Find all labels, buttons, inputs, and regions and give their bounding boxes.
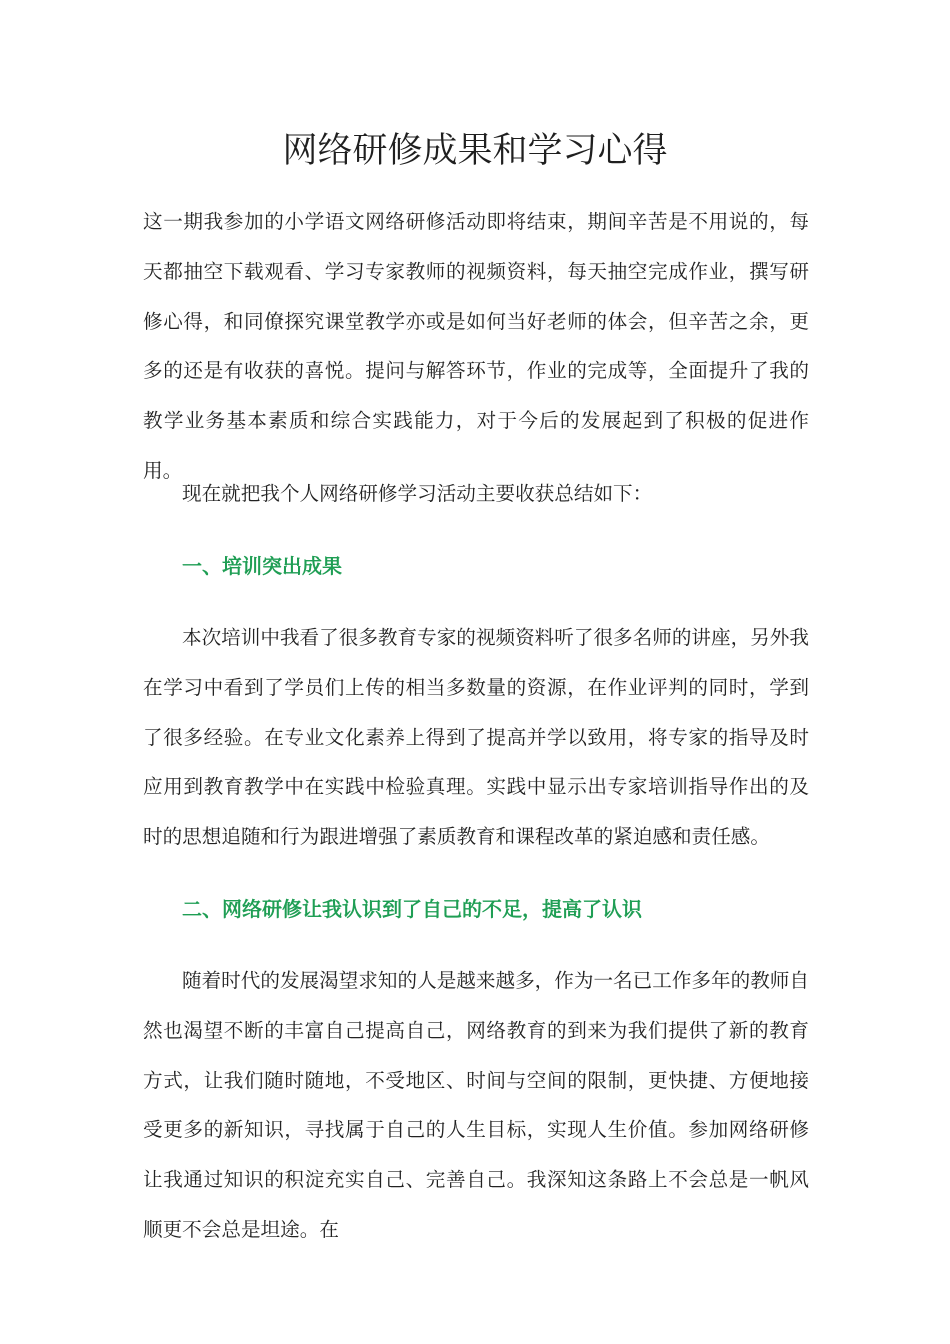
summary-intro-paragraph: 现在就把我个人网络研修学习活动主要收获总结如下：: [182, 482, 653, 505]
page-title: 网络研修成果和学习心得: [282, 131, 668, 171]
intro-paragraph: 这一期我参加的小学语文网络研修活动即将结束，期间辛苦是不用说的，每天都抽空下载观看、学习专家教师的视频资料，每天抽空完成作业，撰写研修心得，和同僚探究课堂教学亦或是如何当好老师的体会，但辛苦之余，更多的还是有收获的喜悦。提问与解答环节，作业的完成等，全面提升了我的教学业务基本素质和综合实践能力，对于今后的发展起到了积极的促进作用。: [143, 210, 809, 482]
section-body-1: 本次培训中我看了很多教育专家的视频资料听了很多名师的讲座，另外我在学习中看到了学员们上传的相当多数量的资源，在作业评判的同时，学到了很多经验。在专业文化素养上得到了提高并学以致用，将专家的指导及时应用到教育教学中在实践中检验真理。实践中显示出专家培训指导作出的及时的思想追随和行为跟进增强了素质教育和课程改革的紧迫感和责任感。: [143, 626, 809, 849]
section-heading-2: 二、网络研修让我认识到了自己的不足，提高了认识: [182, 897, 642, 921]
section-heading-1: 一、培训突出成果: [182, 554, 342, 578]
section-body-2: 随着时代的发展渴望求知的人是越来越多，作为一名已工作多年的教师自然也渴望不断的丰富自己提高自己，网络教育的到来为我们提供了新的教育方式，让我们随时随地，不受地区、时间与空间的限制，更快捷、方便地接受更多的新知识，寻找属于自己的人生目标，实现人生价值。参加网络研修让我通过知识的积淀充实自己、完善自己。我深知这条路上不会总是一帆风顺更不会总是坦途。在: [143, 969, 809, 1241]
